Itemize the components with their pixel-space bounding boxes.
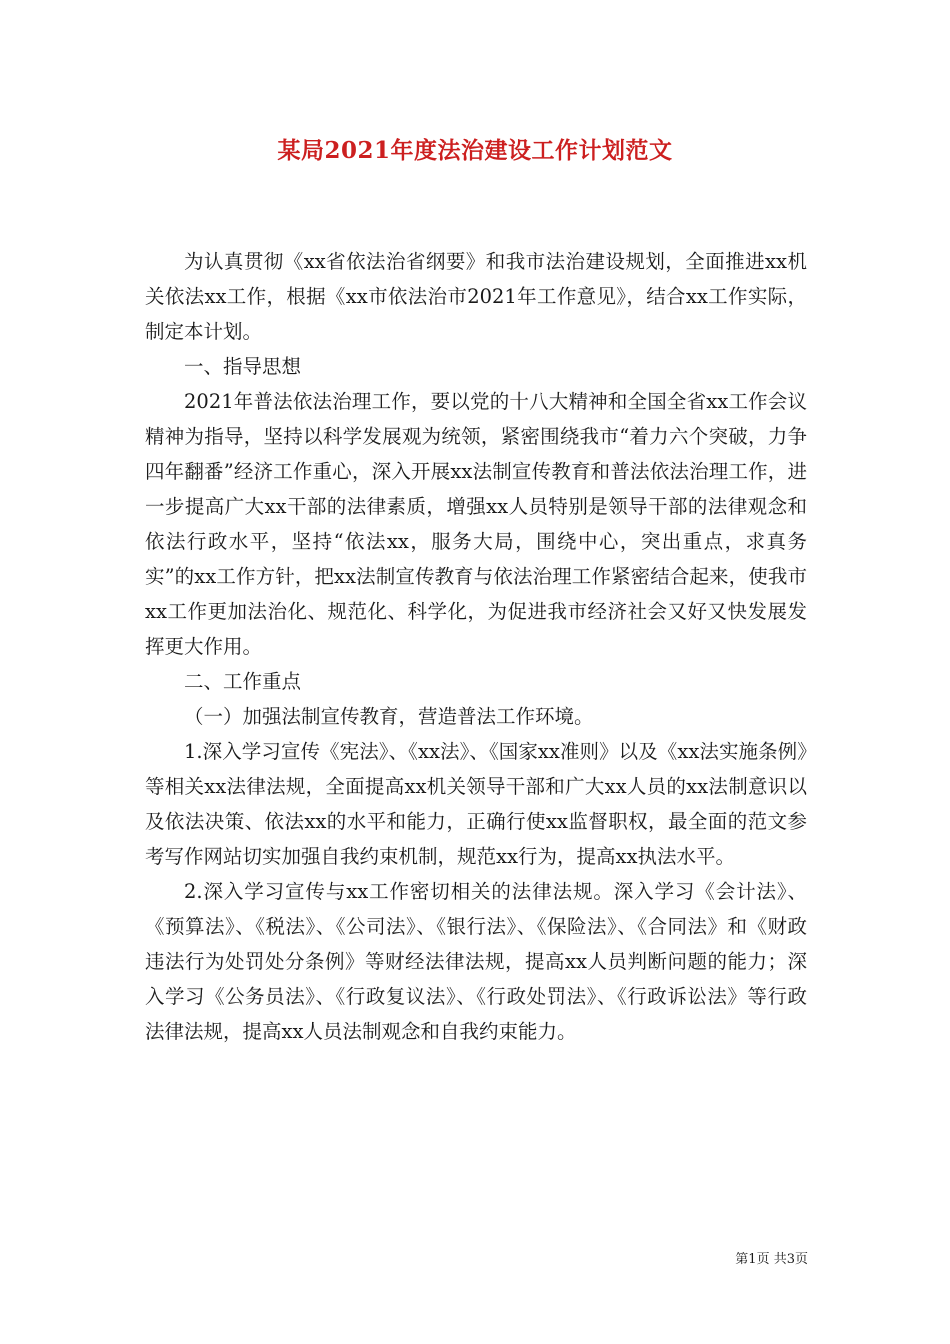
document-body <box>145 244 807 1049</box>
paragraph-item-1: 1.深入学习宣传《宪法》、《xx法》、《国家xx准则》以及《xx法实施条例》等相关xx法律法规，全面提高xx机关领导干部和广大xx人员的xx法制意识以及依法决策、依法xx的水平和能力，正确行使xx监督职权，最全面的范文参考写作网站切实加强自我约束机制，规范xx行为，提高xx执法水平。 <box>145 740 807 868</box>
paragraph-guiding-ideology: 2021年普法依法治理工作，要以党的十八大精神和全国全省xx工作会议精神为指导，坚持以科学发展观为统领，紧密围绕我市“着力六个突破，力争四年翻番”经济工作重心，深入开展xx法制宣传教育和普法依法治理工作，进一步提高广大xx干部的法律素质，增强xx人员特别是领导干部的法律观念和依法行政水平，坚持“依法xx，服务大局，围绕中心，突出重点，求真务实”的xx工作方针，把xx法制宣传教育与依法治理工作紧密结合起来，使我市xx工作更加法治化、规范化、科学化，为促进我市经济社会又好又快发展发挥更大作用。 <box>145 390 807 658</box>
page-mid: 页 共 <box>756 1252 787 1267</box>
paragraph-intro: 为认真贯彻《xx省依法治省纲要》和我市法治建设规划，全面推进xx机关依法xx工作，根据《xx市依法治市2021年工作意见》，结合xx工作实际，制定本计划。 <box>145 250 807 343</box>
heading-work-focus: 二、工作重点 <box>184 670 302 693</box>
page-number-footer <box>735 1248 808 1267</box>
document-title: 某局2021年度法治建设工作计划范文 <box>277 137 673 164</box>
page-suffix: 页 <box>794 1252 808 1267</box>
page-total: 3 <box>786 1252 795 1267</box>
page-current: 1 <box>748 1252 757 1267</box>
heading-guiding-ideology: 一、指导思想 <box>184 355 302 378</box>
subheading-legal-education: （一）加强法制宣传教育，营造普法工作环境。 <box>184 705 594 728</box>
page-prefix: 第 <box>735 1252 749 1267</box>
paragraph-item-2: 2.深入学习宣传与xx工作密切相关的法律法规。深入学习《会计法》、《预算法》、《税法》、《公司法》、《银行法》、《保险法》、《合同法》和《财政违法行为处罚处分条例》等财经法律法规，提高xx人员判断问题的能力；深入学习《公务员法》、《行政复议法》、《行政处罚法》、《行政诉讼法》等行政法律法规，提高xx人员法制观念和自我约束能力。 <box>145 880 807 1043</box>
